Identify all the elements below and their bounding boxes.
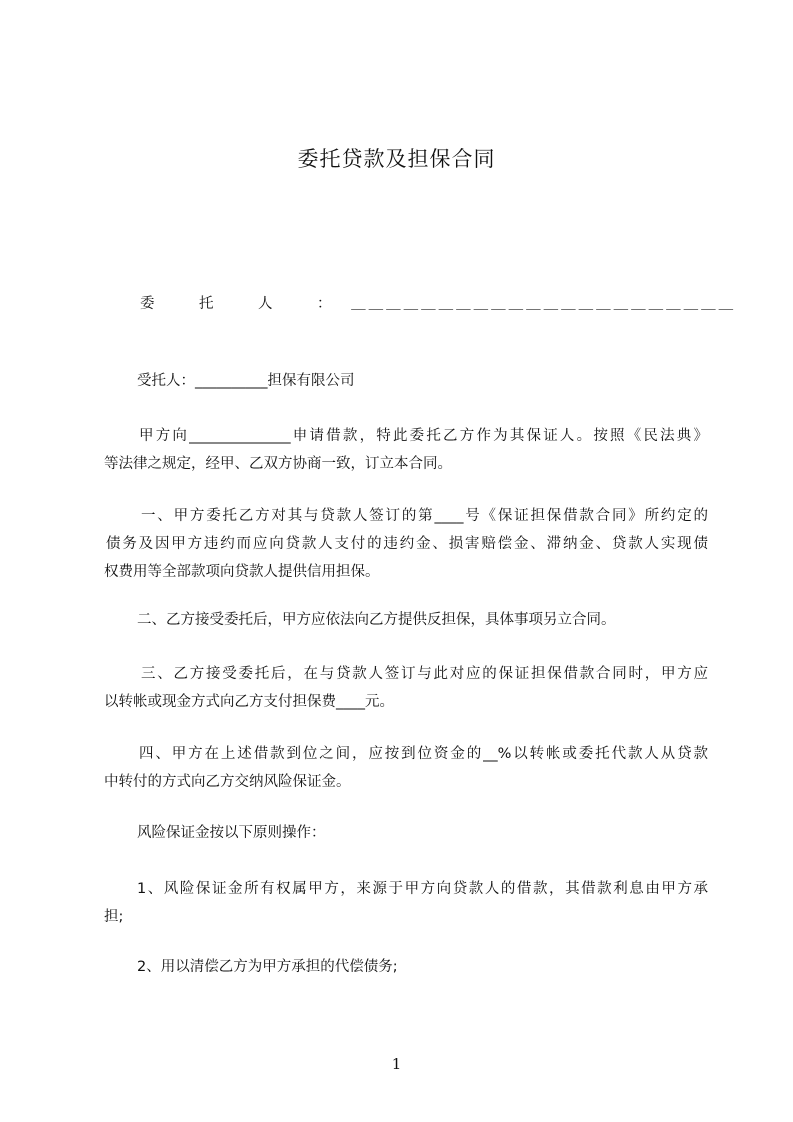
clause-4-row-1: 四、甲方在上述借款到位之间，应按到位资金的__%以转帐或委托代款人从贷款 <box>139 746 708 762</box>
page-number: 1 <box>391 1055 402 1073</box>
risk-item-1-row-2: 担; <box>104 909 124 925</box>
clause-2-paragraph: 二、乙方接受委托后，甲方应依法向乙方提供反担保，具体事项另立合同。 <box>137 612 616 628</box>
client-label: 委 托 人 ： <box>140 296 347 312</box>
clause-3-row-1: 三、乙方接受委托后，在与贷款人签订与此对应的保证担保借款合同时，甲方应 <box>141 666 708 682</box>
clause-3-paragraph <box>104 660 708 716</box>
risk-item-1 <box>104 875 708 931</box>
clause-3-row-2: 以转帐或现金方式向乙方支付担保费____元。 <box>104 694 394 710</box>
risk-heading: 风险保证金按以下原则操作： <box>137 825 326 841</box>
intro-row-2: 等法律之规定，经甲、乙双方协商一致，订立本合同。 <box>104 456 452 472</box>
clause-1-row-3: 权费用等全部款项向贷款人提供信用担保。 <box>104 564 380 580</box>
risk-item-2: 2、用以清偿乙方为甲方承担的代偿债务; <box>137 959 398 975</box>
risk-item-1-row-1: 1、风险保证金所有权属甲方，来源于甲方向贷款人的借款，其借款利息由甲方承 <box>137 881 708 897</box>
intro-row-1: 甲方向______________申请借款，特此委托乙方作为其保证人。按照《民法典》 <box>139 428 708 444</box>
clause-1-row-1: 一、甲方委托乙方对其与贷款人签订的第____号《保证担保借款合同》所约定的 <box>141 508 708 524</box>
intro-paragraph <box>104 422 708 478</box>
trustee-line: 受托人：__________担保有限公司 <box>137 373 355 389</box>
clause-4-row-2: 中转付的方式向乙方交纳风险保证金。 <box>104 774 351 790</box>
client-line <box>140 294 736 314</box>
clause-4-paragraph <box>104 740 708 796</box>
clause-1-paragraph <box>104 502 708 586</box>
clause-1-row-2: 债务及因甲方违约而应向贷款人支付的违约金、损害赔偿金、滞纳金、贷款人实现债 <box>106 536 708 552</box>
document-title: 委托贷款及担保合同 <box>297 147 496 171</box>
client-blank: ＿＿＿＿＿＿＿＿＿＿＿＿＿＿＿＿＿＿＿＿＿＿ <box>351 296 737 312</box>
